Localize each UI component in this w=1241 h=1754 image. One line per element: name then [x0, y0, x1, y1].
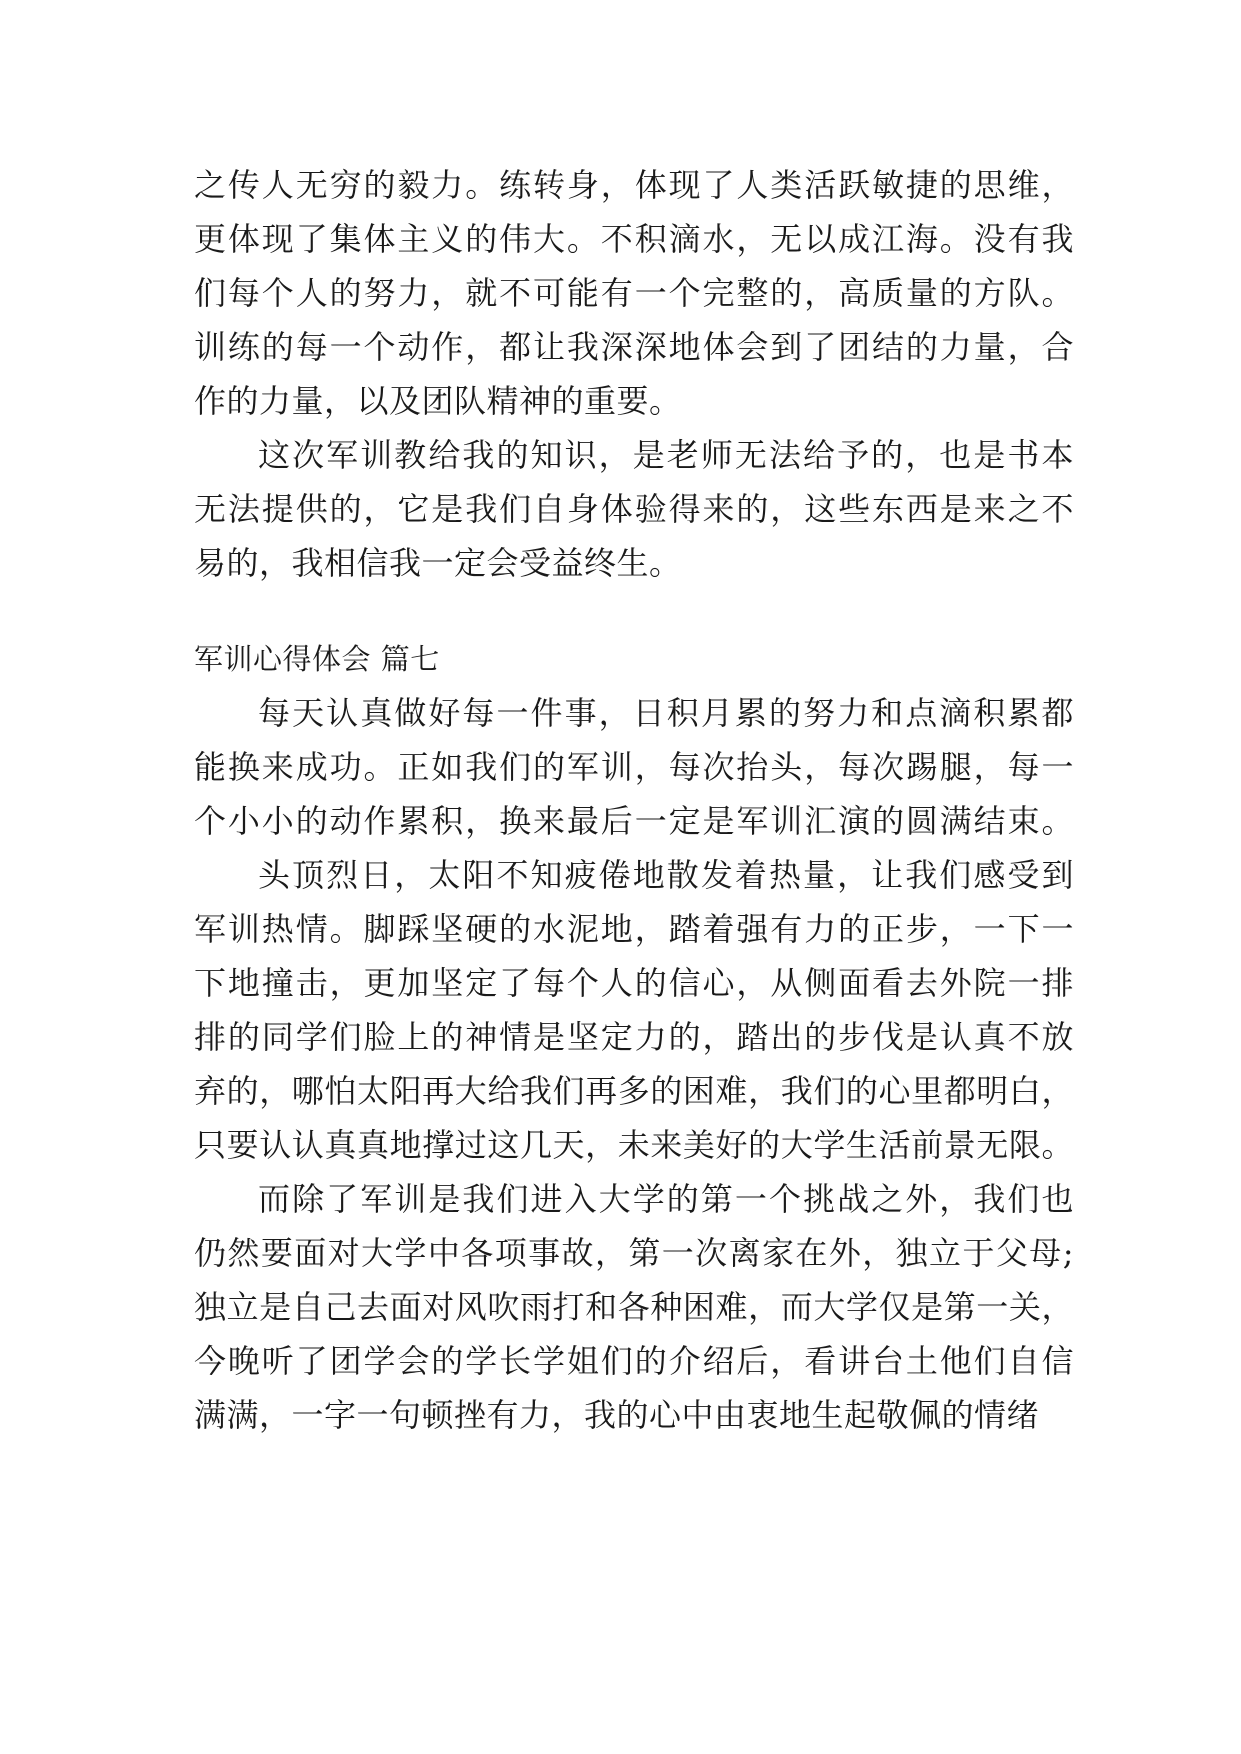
section-heading: 军训心得体会 篇七 — [194, 642, 440, 676]
text-line: 仍然要面对大学中各项事故，第一次离家在外，独立于父母; — [194, 1234, 1074, 1272]
text-line: 排的同学们脸上的神情是坚定力的，踏出的步伐是认真不放 — [194, 1018, 1074, 1056]
paragraph-4 — [194, 848, 1074, 1172]
text-line: 独立是自己去面对风吹雨打和各种困难，而大学仅是第一关， — [194, 1288, 1074, 1326]
section-spacer — [194, 590, 1074, 632]
text-line: 之传人无穷的毅力。练转身，体现了人类活跃敏捷的思维， — [194, 166, 1074, 204]
text-line: 弃的，哪怕太阳再大给我们再多的困难，我们的心里都明白， — [194, 1072, 1074, 1110]
text-line: 们每个人的努力，就不可能有一个完整的，高质量的方队。 — [194, 274, 1074, 312]
paragraph-3 — [194, 686, 1074, 848]
text-line: 今晚听了团学会的学长学姐们的介绍后，看讲台土他们自信 — [194, 1342, 1074, 1380]
text-line: 满满，一字一句顿挫有力，我的心中由衷地生起敬佩的情绪 — [194, 1396, 1040, 1434]
text-line: 每天认真做好每一件事，日积月累的努力和点滴积累都 — [258, 694, 1074, 732]
paragraph-5 — [194, 1172, 1074, 1442]
text-line: 军训热情。脚踩坚硬的水泥地，踏着强有力的正步，一下一 — [194, 910, 1074, 948]
text-line: 而除了军训是我们进入大学的第一个挑战之外，我们也 — [258, 1180, 1074, 1218]
text-line: 只要认认真真地撑过这几天，未来美好的大学生活前景无限。 — [194, 1126, 1074, 1164]
text-line: 易的，我相信我一定会受益终生。 — [194, 544, 682, 582]
text-line: 下地撞击，更加坚定了每个人的信心，从侧面看去外院一排 — [194, 964, 1074, 1002]
text-line: 更体现了集体主义的伟大。不积滴水，无以成江海。没有我 — [194, 220, 1074, 258]
paragraph-2 — [194, 428, 1074, 590]
paragraph-1 — [194, 158, 1074, 428]
text-line: 头顶烈日，太阳不知疲倦地散发着热量，让我们感受到 — [258, 856, 1074, 894]
text-line: 无法提供的，它是我们自身体验得来的，这些东西是来之不 — [194, 490, 1074, 528]
text-line: 作的力量，以及团队精神的重要。 — [194, 382, 682, 420]
text-line: 能换来成功。正如我们的军训，每次抬头，每次踢腿，每一 — [194, 748, 1074, 786]
document-body — [194, 158, 1074, 1442]
text-line: 训练的每一个动作，都让我深深地体会到了团结的力量，合 — [194, 328, 1074, 366]
text-line: 个小小的动作累积，换来最后一定是军训汇演的圆满结束。 — [194, 802, 1074, 840]
text-line: 这次军训教给我的知识，是老师无法给予的，也是书本 — [258, 436, 1074, 474]
